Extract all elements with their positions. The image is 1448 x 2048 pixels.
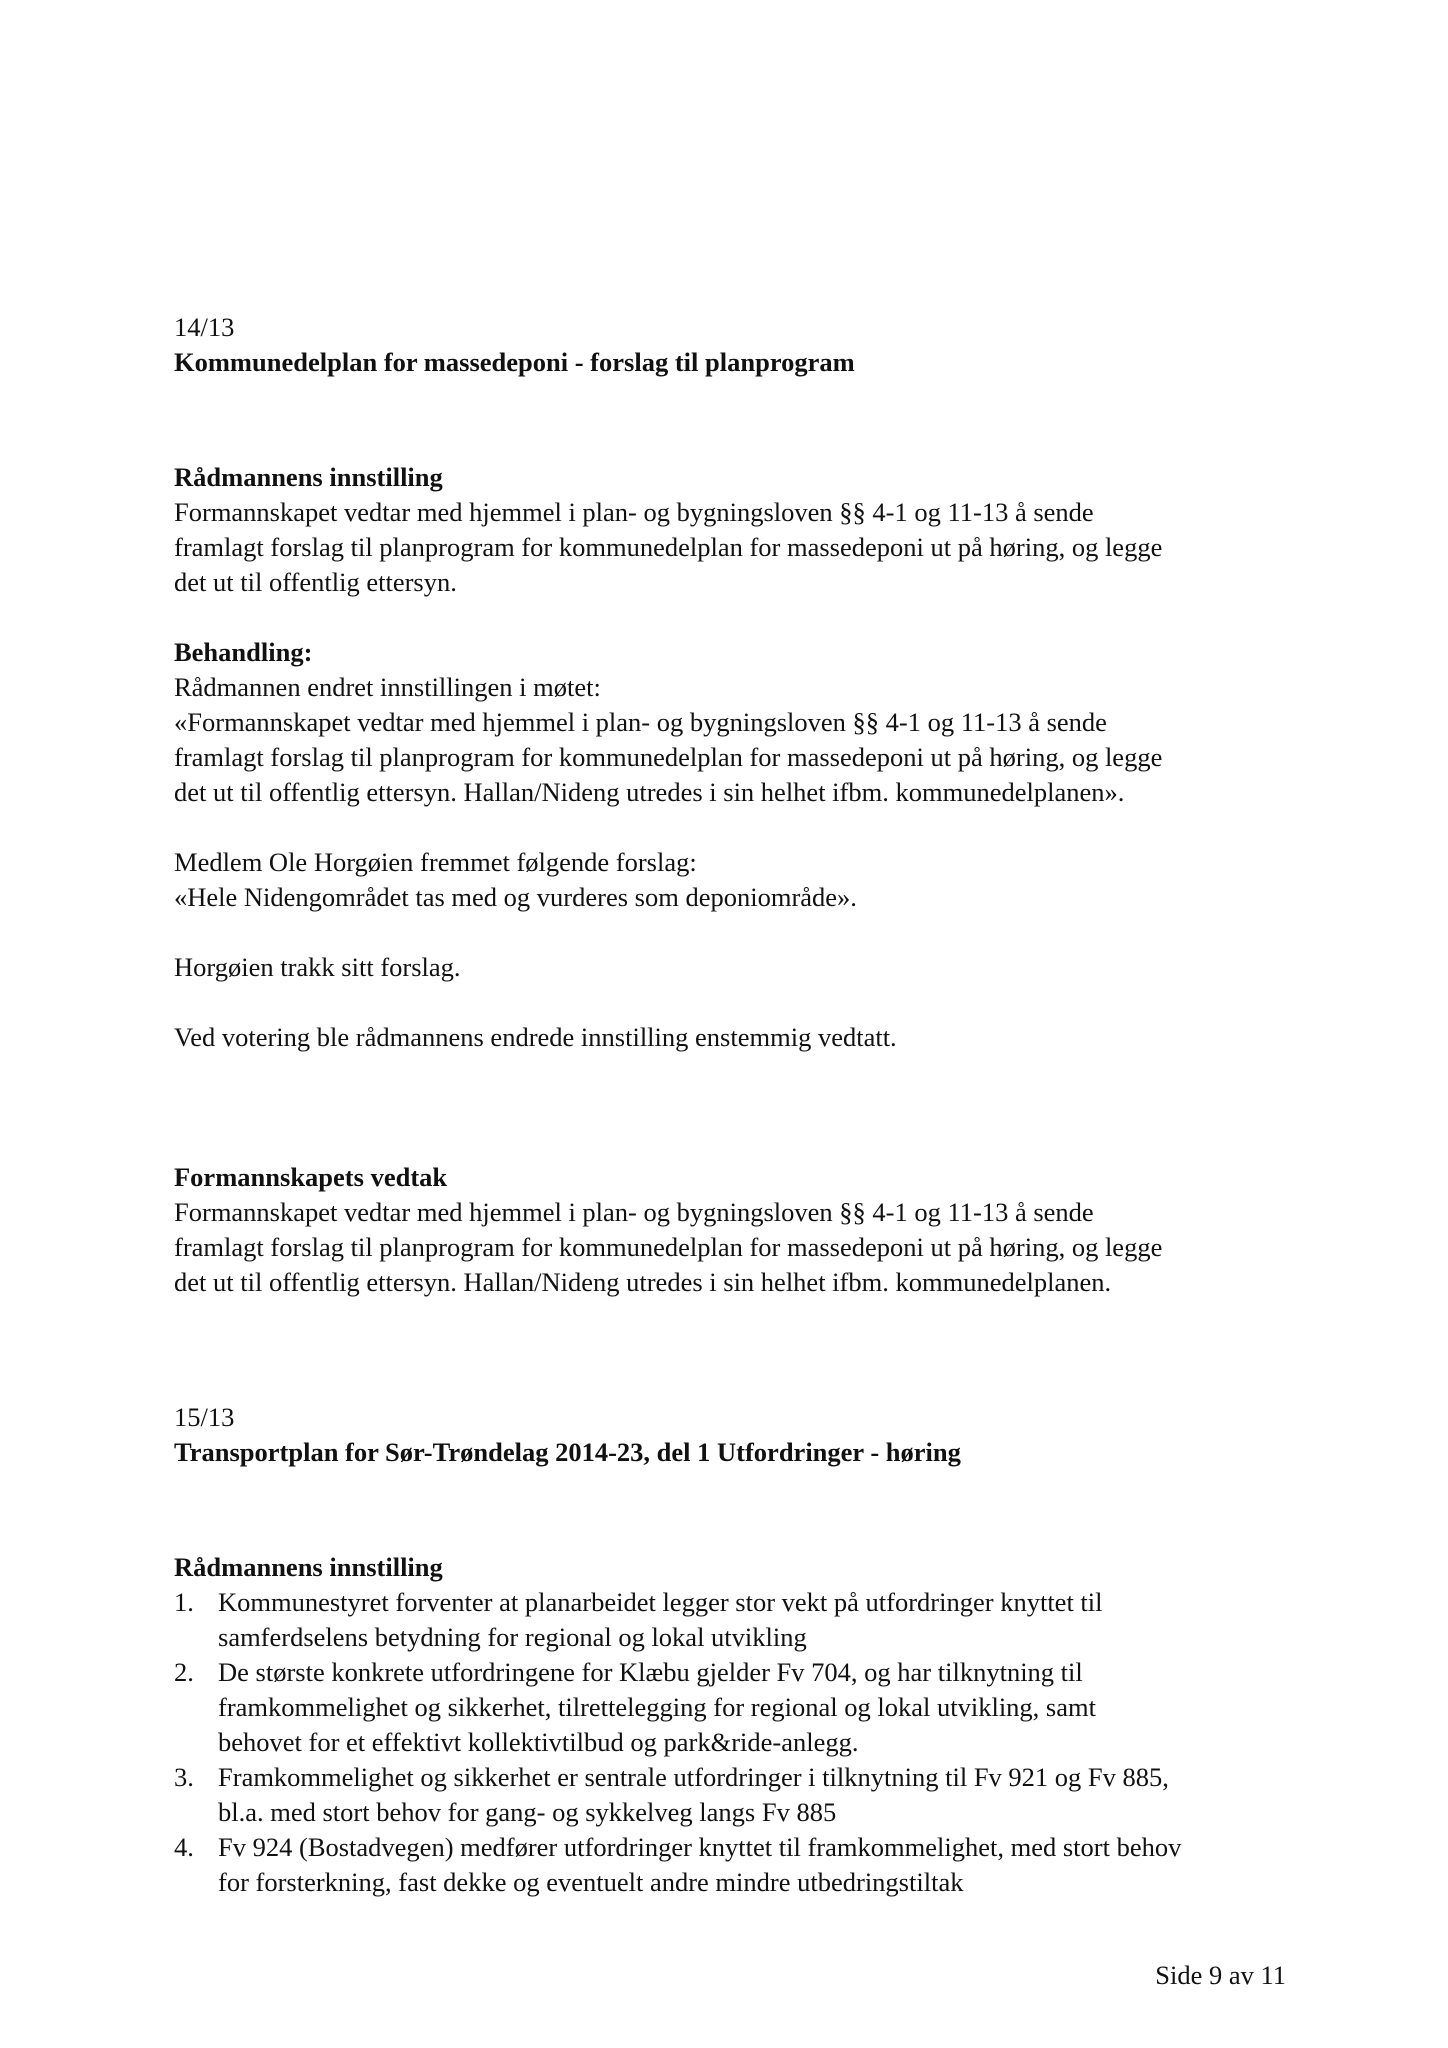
text-line: Formannskapet vedtar med hjemmel i plan- og bygningsloven §§ 4-1 og 11-13 å sende: [174, 1197, 1094, 1227]
treatment-paragraph: [174, 670, 1304, 810]
case-number: 14/13: [174, 312, 235, 342]
list-item: [174, 1830, 1304, 1900]
recommendation-heading: Rådmannens innstilling: [174, 462, 443, 492]
text-line: Rådmannen endret innstillingen i møtet:: [174, 672, 601, 702]
list-item-number: 2.: [174, 1657, 194, 1687]
text-line: Ved votering ble rådmannens endrede innstilling enstemmig vedtatt.: [174, 1022, 897, 1052]
list-item-number: 3.: [174, 1762, 194, 1792]
treatment-paragraph: [174, 950, 1304, 985]
list-item: [174, 1760, 1304, 1830]
text-line: Formannskapet vedtar med hjemmel i plan- og bygningsloven §§ 4-1 og 11-13 å sende: [174, 497, 1094, 527]
text-line: Medlem Ole Horgøien fremmet følgende forslag:: [174, 847, 697, 877]
treatment-paragraph: [174, 845, 1304, 915]
text-line: behovet for et effektivt kollektivtilbud og park&ride-anlegg.: [218, 1727, 859, 1757]
list-item: [174, 1585, 1304, 1655]
text-line: Horgøien trakk sitt forslag.: [174, 952, 461, 982]
case-title: Transportplan for Sør-Trøndelag 2014-23, del 1 Utfordringer - høring: [174, 1437, 961, 1467]
text-line: Framkommelighet og sikkerhet er sentrale utfordringer i tilknytning til Fv 921 og Fv 885,: [218, 1762, 1169, 1792]
text-line: Kommunestyret forventer at planarbeidet legger stor vekt på utfordringer knyttet til: [218, 1587, 1103, 1617]
text-line: De største konkrete utfordringene for Klæbu gjelder Fv 704, og har tilknytning til: [218, 1657, 1083, 1687]
text-line: «Formannskapet vedtar med hjemmel i plan- og bygningsloven §§ 4-1 og 11-13 å sende: [174, 707, 1107, 737]
list-item-number: 4.: [174, 1832, 194, 1862]
text-line: Fv 924 (Bostadvegen) medfører utfordringer knyttet til framkommelighet, med stort behov: [218, 1832, 1182, 1862]
page-number: Side 9 av 11: [1155, 1960, 1286, 1990]
decision-heading: Formannskapets vedtak: [174, 1162, 448, 1192]
text-line: framlagt forslag til planprogram for kommunedelplan for massedeponi ut på høring, og legge: [174, 532, 1163, 562]
page-content: [174, 310, 1304, 1900]
case-title: Kommunedelplan for massedeponi - forslag til planprogram: [174, 347, 855, 377]
text-line: «Hele Nidengområdet tas med og vurderes som deponiområde».: [174, 882, 857, 912]
text-line: framkommelighet og sikkerhet, tilrettelegging for regional og lokal utvikling, samt: [218, 1692, 1096, 1722]
text-line: bl.a. med stort behov for gang- og sykkelveg langs Fv 885: [218, 1797, 837, 1827]
decision-text: [174, 1195, 1304, 1300]
text-line: framlagt forslag til planprogram for kommunedelplan for massedeponi ut på høring, og legge: [174, 742, 1163, 772]
recommendation-text: [174, 495, 1304, 600]
case-14-13: [174, 310, 1304, 1300]
text-line: framlagt forslag til planprogram for kommunedelplan for massedeponi ut på høring, og legge: [174, 1232, 1163, 1262]
text-line: det ut til offentlig ettersyn. Hallan/Nideng utredes i sin helhet ifbm. kommunedelplanen».: [174, 777, 1125, 807]
text-line: samferdselens betydning for regional og lokal utvikling: [218, 1622, 807, 1652]
treatment-paragraph: [174, 1020, 1304, 1055]
recommendation-heading: Rådmannens innstilling: [174, 1552, 443, 1582]
recommendation-list: [174, 1585, 1304, 1900]
text-line: det ut til offentlig ettersyn.: [174, 567, 457, 597]
text-line: det ut til offentlig ettersyn. Hallan/Nideng utredes i sin helhet ifbm. kommunedelplanen.: [174, 1267, 1112, 1297]
treatment-heading: Behandling:: [174, 637, 313, 667]
list-item: [174, 1655, 1304, 1760]
text-line: for forsterkning, fast dekke og eventuelt andre mindre utbedringstiltak: [218, 1867, 964, 1897]
case-15-13: [174, 1400, 1304, 1900]
case-number: 15/13: [174, 1402, 235, 1432]
list-item-number: 1.: [174, 1587, 194, 1617]
